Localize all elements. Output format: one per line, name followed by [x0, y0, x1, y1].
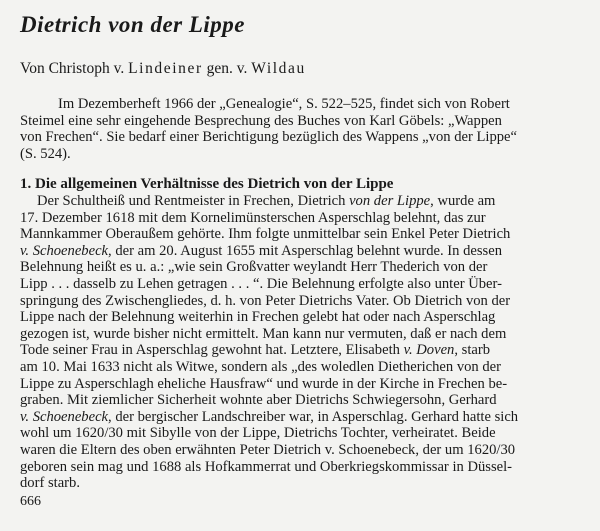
text-segment: Belehnung heißt es u. a.: „wie sein Großvatter weylandt Herr Thederich von der: [20, 259, 488, 276]
body-line: [20, 243, 585, 260]
text-segment: , der am 20. August 1655 mit Asperschlag belehnt wurde. In dessen: [108, 242, 503, 259]
body-line: [20, 359, 585, 376]
italic-name: v. Doven: [403, 342, 455, 359]
intro-line: Steimel eine sehr eingehende Besprechung des Buches von Karl Göbels: „Wappen: [20, 112, 502, 129]
author-line: [20, 60, 306, 78]
intro-paragraph: [20, 96, 585, 162]
text-segment: waren die Eltern des oben erwähnten Peter Dietrich v. Schoenebeck, der um 1620/30: [20, 441, 516, 458]
page-number: 666: [20, 494, 41, 509]
body-line: [20, 409, 585, 426]
text-segment: 17. Dezember 1618 mit dem Kornelimünsterschen Asperschlag belehnt, das zur: [20, 209, 486, 226]
italic-name: v. Schoenebeck: [20, 408, 109, 425]
text-segment: am 10. Mai 1633 nicht als Witwe, sondern als „des woledlen Dietherichen von der: [20, 358, 502, 375]
author-surname: Lindeiner: [128, 60, 203, 77]
text-segment: , der bergischer Landschreiber war, in Asperschlag. Gerhard hatte sich: [108, 408, 519, 425]
text-segment: dorf starb.: [20, 475, 80, 492]
body-line: [20, 392, 585, 409]
author-place: Wildau: [251, 60, 306, 77]
intro-line: Im Dezemberheft 1966 der „Genealogie“, S. 522–525, findet sich von Robert: [58, 96, 510, 112]
body-line: [20, 226, 585, 243]
body-line: [20, 326, 585, 343]
text-segment: Der Schultheiß und Rentmeister in Frechen, Dietrich: [37, 193, 350, 209]
author-prefix: Von Christoph v.: [20, 60, 129, 77]
article-title: Dietrich von der Lippe: [20, 12, 245, 37]
text-segment: Lippe nach der Belehnung weiterhin in Frechen gelebt hat oder nach Asperschlag: [20, 309, 496, 326]
text-segment: geboren sein mag und 1688 als Hofkammerrat und Oberkriegskommissar in Düssel-: [20, 458, 513, 475]
body-line: [20, 342, 585, 359]
italic-name: v. Schoenebeck: [20, 242, 109, 259]
body-line: [20, 459, 585, 476]
body-line: [20, 293, 585, 310]
body-line: [20, 210, 585, 227]
body-line: [20, 425, 585, 442]
text-segment: Lippe zu Asperschlagh eheliche Hausfraw“ und wurde in der Kirche in Frechen be-: [20, 375, 508, 392]
body-line: [20, 193, 585, 210]
text-segment: wohl um 1620/30 mit Sibylle von der Lippe, Dietrichs Tochter, verheiratet. Beide: [20, 425, 496, 442]
text-segment: Mannkammer Oberaußem gehörte. Ihm folgte unmittelbar sein Enkel Peter Dietrich: [20, 226, 511, 243]
text-segment: gezogen ist, wurde bisher nicht ermittelt. Man kann nur vermuten, daß er nach dem: [20, 325, 507, 342]
intro-line: (S. 524).: [20, 145, 71, 162]
italic-name: von der Lippe: [349, 193, 431, 209]
body-line: [20, 376, 585, 393]
section-body: [20, 193, 585, 492]
author-middle: gen. v.: [202, 60, 252, 77]
section-heading: 1. Die allgemeinen Verhältnisse des Dietrich von der Lippe: [20, 176, 394, 192]
body-line: [20, 276, 585, 293]
text-segment: , starb: [454, 342, 491, 359]
text-segment: Lipp . . . dasselb zu Lehen getragen . . . “. Die Belehnung erfolgte also unter Über-: [20, 275, 502, 292]
text-segment: springung des Zwischengliedes, d. h. von Peter Dietrichs Vater. Ob Dietrich von der: [20, 292, 511, 309]
body-line: [20, 309, 585, 326]
text-segment: , wurde am: [430, 193, 496, 209]
body-line: [20, 475, 585, 492]
body-line: [20, 442, 585, 459]
intro-line: von Frechen“. Sie bedarf einer Berichtigung bezüglich des Wappens „von der Lippe“: [20, 129, 517, 146]
text-segment: graben. Mit ziemlicher Sicherheit wohnte aber Dietrichs Schwiegersohn, Gerhard: [20, 392, 497, 409]
text-segment: Tode seiner Frau in Asperschlag gewohnt hat. Letztere, Elisabeth: [20, 342, 404, 359]
body-line: [20, 259, 585, 276]
